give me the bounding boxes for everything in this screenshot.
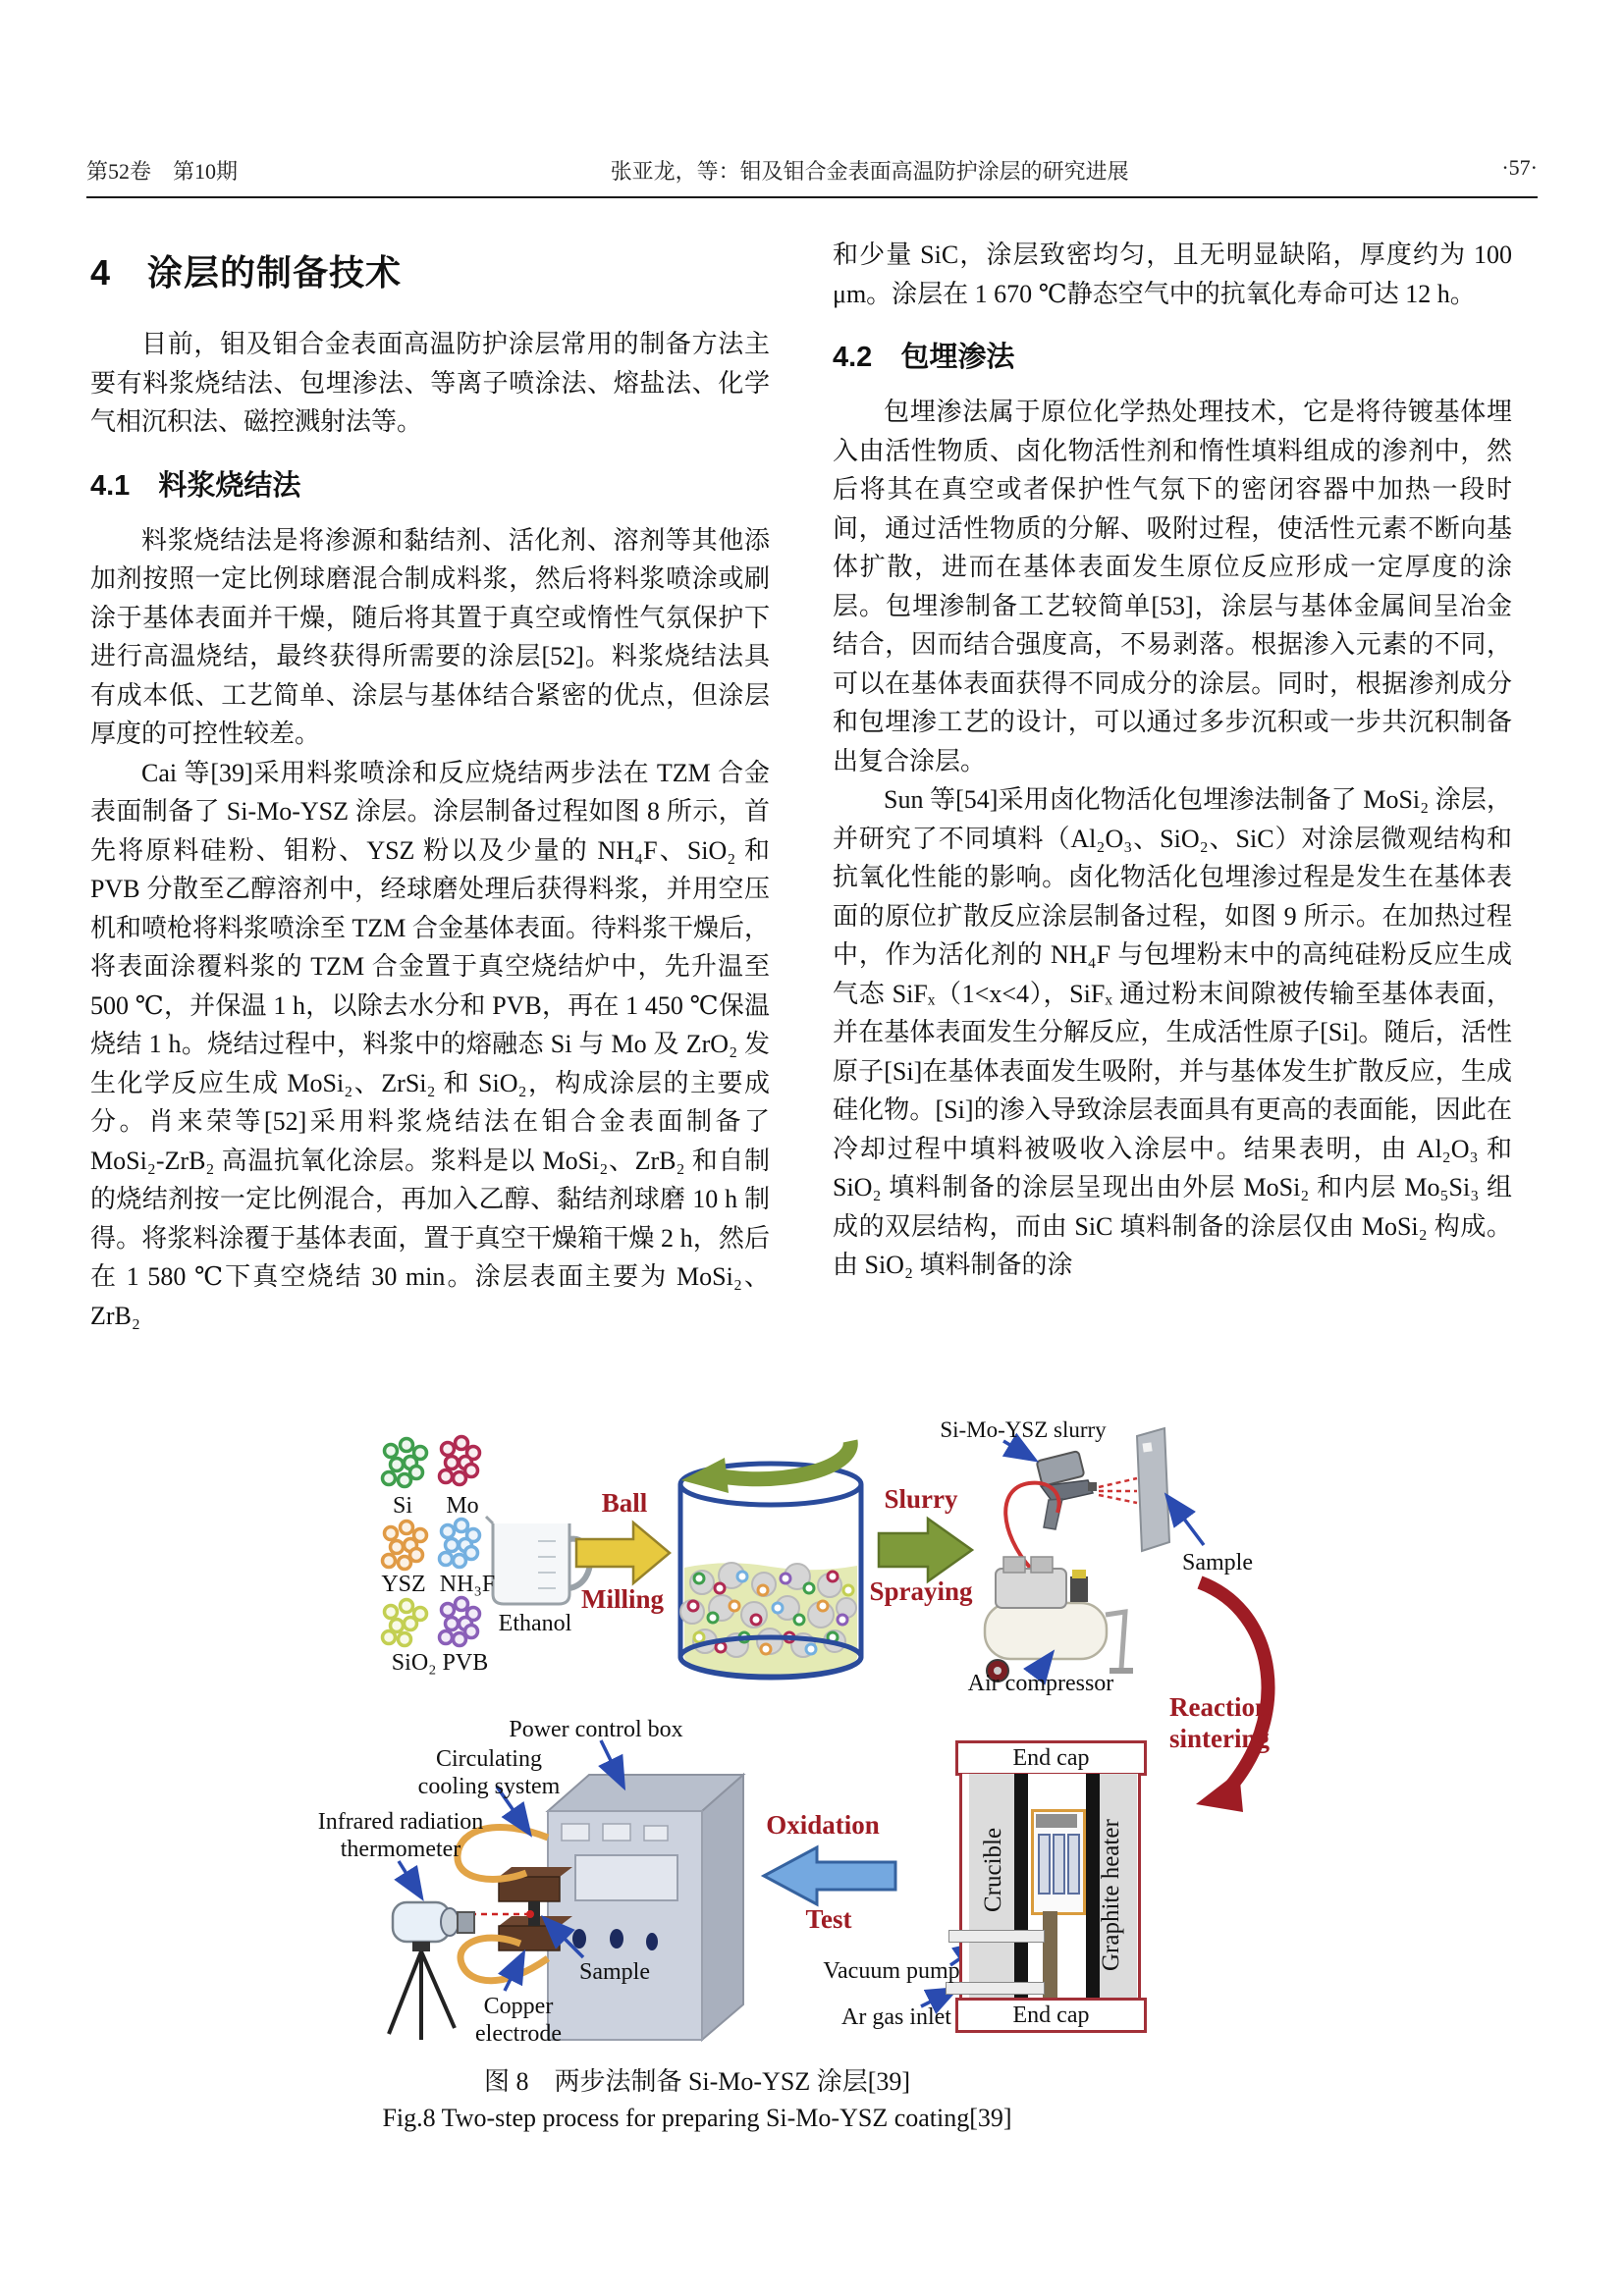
si-powder-cluster xyxy=(383,1439,427,1487)
section-4-heading: 4 涂层的制备技术 xyxy=(90,252,403,293)
left-column xyxy=(90,236,770,1335)
section-4-2-heading: 4.2 包埋渗法 xyxy=(833,342,1015,373)
ir-spot xyxy=(526,1910,534,1918)
sio2-powder-cluster xyxy=(383,1600,427,1646)
paragraph-slurry-1: 料浆烧结法是将渗源和黏结剂、活化剂、溶剂等其他添加剂按照一定比例球磨混合制成料浆，然后将料浆喷涂或刷涂于基体表面并干燥，随后将其置于真空或惰性气氛保护下进行高温烧结，最终获得所需要的涂层[52]。料浆烧结法具有成本低、工艺简单、涂层与基体结合紧密的优点，但涂层厚度的可控性较差。 xyxy=(90,525,770,748)
air-compressor-label: Air compressor xyxy=(967,1671,1114,1696)
infrared-thermometer-label xyxy=(302,1808,499,1864)
spraying-label: Spraying xyxy=(869,1576,973,1606)
right-column xyxy=(833,236,1512,1285)
sio2-pvb-label: SiO₂ PVB xyxy=(391,1650,489,1676)
figure-caption xyxy=(226,2063,1168,2136)
oxidation-test-arrow xyxy=(764,1847,895,1904)
si-mo-ysz-slurry-label: Si-Mo-YSZ slurry xyxy=(940,1417,1107,1442)
end-cap-top-label: End cap xyxy=(1012,1744,1090,1771)
sample-bottom-label: Sample xyxy=(579,1959,650,1985)
crucible-box xyxy=(1031,1809,1086,1915)
infrared-line2: thermometer xyxy=(340,1837,461,1863)
page-number: ·57· xyxy=(1501,155,1538,180)
paragraph-slurry-2: Cai 等[39]采用料浆喷涂和反应烧结两步法在 TZM 合金表面制备了 Si-Mo-YSZ 涂层。涂层制备过程如图 8 所示，首先将原料硅粉、钼粉、YSZ 粉以及少量的 NH₄F、SiO₂ 和 PVB 分散至乙醇溶剂中，经球磨处理后获得料浆，并用空压机和喷枪将料浆喷涂至 TZM 合金基体表面。待料浆干燥后，将表面涂覆料浆的 TZM 合金置于真空烧结炉中，先升温至 500 ℃，并保温 1 h，以除去水分和 PVB，再在 1 450 ℃保温烧结 1 h。烧结过程中，料浆中的熔融态 Si 与 Mo 及 ZrO₂ 发生化学反应生成 MoSi₂、ZrSi₂ 和 SiO₂，构成涂层的主要成分。肖来荣等[52]采用料浆烧结法在钼合金表面制备了 MoSi₂-ZrB₂ 高温抗氧化涂层。浆料是以 MoSi₂、ZrB₂ 和自制的烧结剂按一定比例混合，再加入乙醇、黏结剂球磨 10 h 制得。将浆料涂覆于基体表面，置于真空干燥箱干燥 2 h，然后在 1 580 ℃下真空烧结 30 min。涂层表面主要为 MoSi₂、ZrB₂ xyxy=(90,758,770,1330)
sample-plate-2 xyxy=(1053,1834,1065,1895)
vacuum-pump-label: Vacuum pump xyxy=(823,1958,960,1984)
mo-powder-cluster xyxy=(440,1437,480,1485)
figure-caption-en: Fig.8 Two-step process for preparing Si-Mo-YSZ coating[39] xyxy=(382,2104,1012,2132)
support-rod xyxy=(1043,1911,1057,2000)
slurry-spraying-arrow xyxy=(879,1519,972,1581)
vacuum-tube xyxy=(948,1930,1045,1943)
ethanol-label: Ethanol xyxy=(498,1611,572,1636)
power-control-box-label: Power control box xyxy=(509,1717,683,1742)
oxidation-label: Oxidation xyxy=(766,1810,880,1840)
volume-issue: 第52卷 第10期 xyxy=(86,159,239,184)
spray-gun xyxy=(1037,1451,1097,1529)
circulating-line1: Circulating xyxy=(436,1746,542,1772)
reaction-sintering-label xyxy=(1161,1692,1278,1755)
nh3f-label: NH₃F xyxy=(439,1572,496,1597)
sample-plate xyxy=(1137,1428,1169,1551)
infrared-line1: Infrared radiation xyxy=(317,1809,484,1835)
circulating-line2: cooling system xyxy=(417,1774,561,1800)
header-rule xyxy=(86,196,1538,198)
graphite-heater-label: Graphite heater xyxy=(1098,1819,1124,1971)
end-cap-bottom xyxy=(955,1998,1147,2033)
section-4-1-heading: 4.1 料浆烧结法 xyxy=(90,469,301,502)
copper-electrode-label xyxy=(450,1993,587,2049)
spray-mist xyxy=(1099,1478,1137,1503)
paragraph-intro: 目前，钼及钼合金表面高温防护涂层常用的制备方法主要有料浆烧结法、包埋渗法、等离子喷涂法、熔盐法、化学气相沉积法、磁控溅射法等。 xyxy=(90,330,770,436)
paragraph-pack-2: Sun 等[54]采用卤化物活化包埋渗法制备了 MoSi₂ 涂层，并研究了不同填料（Al₂O₃、SiO₂、SiC）对涂层微观结构和抗氧化性能的影响。卤化物活化包埋渗过程是发生在基体表面的原位扩散反应涂层制备过程，如图 9 所示。在加热过程中，作为活化剂的 NH₄F 与包埋粉末中的高纯硅粉反应生成气态 SiFₓ（1<x<4），SiFₓ 通过粉末间隙被传输至基体表面，并在基体表面发生分解反应，生成活性原子[Si]。随后，活性原子[Si]在基体表面发生吸附，并与基体发生扩散反应，生成硅化物。[Si]的渗入导致涂层表面具有更高的表面能，因此在冷却过程中填料被吸收入涂层中。结果表明，由 Al₂O₃ 和 SiO₂ 填料制备的涂层呈现出由外层 MoSi₂ 和内层 Mo₅Si₃ 组成的双层结构，而由 SiC 填料制备的涂层仅由 MoSi₂ 构成。由 SiO₂ 填料制备的涂 xyxy=(833,785,1512,1279)
ysz-label: YSZ xyxy=(381,1572,426,1597)
si-label: Si xyxy=(392,1493,412,1519)
sample-plate-3 xyxy=(1067,1834,1080,1895)
air-compressor xyxy=(985,1557,1133,1682)
ysz-powder-cluster xyxy=(383,1522,427,1570)
milling-label: Milling xyxy=(580,1584,664,1614)
ar-gas-inlet-label: Ar gas inlet xyxy=(841,2004,951,2030)
reaction-label-line1: Reaction xyxy=(1169,1692,1270,1722)
nh3f-powder-cluster xyxy=(440,1520,480,1568)
end-cap-bottom-label: End cap xyxy=(1012,2002,1090,2028)
graphite-heater-left xyxy=(1014,1774,1028,2000)
sample-top-label: Sample xyxy=(1182,1550,1253,1575)
reaction-label-line2: sintering xyxy=(1168,1723,1270,1753)
crucible-label: Crucible xyxy=(980,1827,1006,1913)
test-label: Test xyxy=(805,1904,852,1934)
running-title: 张亚龙，等：钼及钼合金表面高温防护涂层的研究进展 xyxy=(610,159,1129,184)
figure-caption-zh: 图 8 两步法制备 Si-Mo-YSZ 涂层[39] xyxy=(483,2067,911,2096)
slurry-label: Slurry xyxy=(884,1484,958,1514)
pvb-powder-cluster xyxy=(440,1598,480,1646)
paragraph-pack-1: 包埋渗法属于原位化学热处理技术，它是将待镀基体埋入由活性物质、卤化物活性剂和惰性填料组成的渗剂中，然后将其在真空或者保护性气氛下的密闭容器中加热一段时间，通过活性物质的分解、吸附过程，使活性元素不断向基体扩散，进而在基体表面发生原位反应形成一定厚度的涂层。包埋渗制备工艺较简单[53]，涂层与基体金属间呈冶金结合，因而结合强度高，不易剥落。根据渗入元素的不同，可以在基体表面获得不同成分的涂层。同时，根据渗剂成分和包埋渗工艺的设计，可以通过多步沉积或一步共沉积制备出复合涂层。 xyxy=(833,398,1512,775)
sample-plate-1 xyxy=(1038,1834,1051,1895)
circulating-cooling-label xyxy=(410,1745,568,1801)
paragraph-slurry-cont: 和少量 SiC，涂层致密均匀，且无明显缺陷，厚度约为 100 μm。涂层在 1 670 ℃静态空气中的抗氧化寿命可达 12 h。 xyxy=(833,240,1512,308)
ball-mill-jar xyxy=(680,1464,861,1678)
figure-8-artwork xyxy=(0,1414,1624,2296)
ball-label: Ball xyxy=(601,1488,648,1518)
crucible-lid xyxy=(1036,1814,1077,1828)
mo-label: Mo xyxy=(446,1493,479,1519)
page-header xyxy=(86,155,1538,186)
copper-line1: Copper xyxy=(483,1994,554,2019)
end-cap-top xyxy=(955,1740,1147,1776)
copper-line2: electrode xyxy=(475,2021,562,2048)
